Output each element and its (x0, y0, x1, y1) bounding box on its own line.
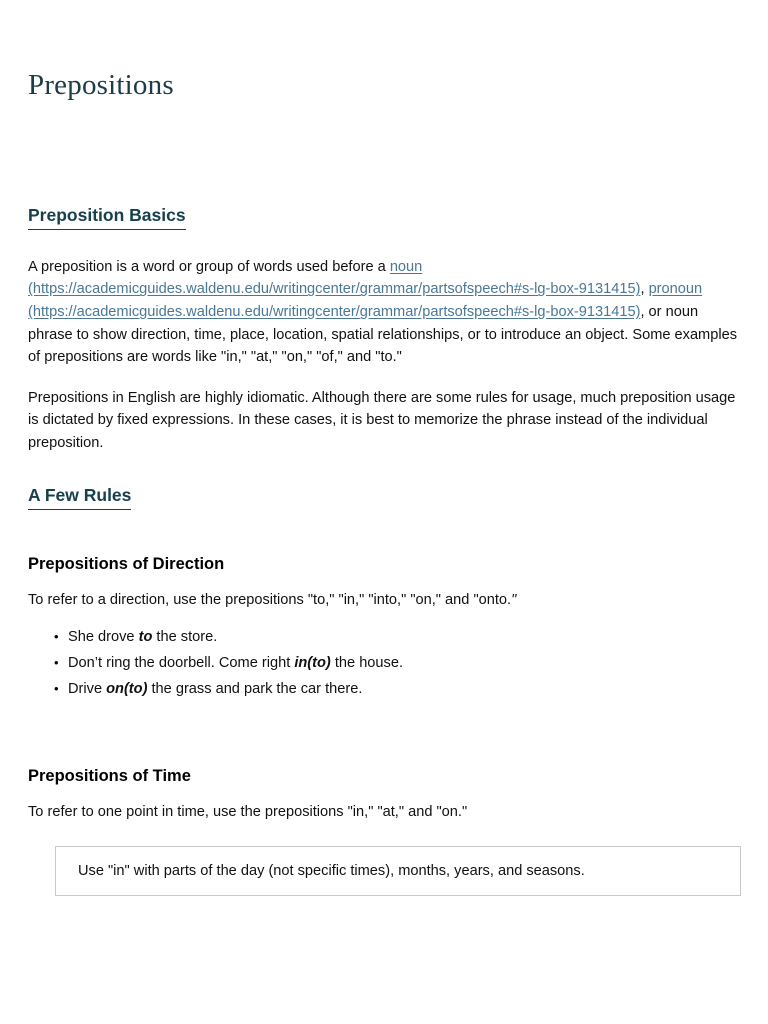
paragraph-time-intro: To refer to one point in time, use the prepositions "in," "at," and "on." (28, 804, 468, 821)
direction-intro-trailing-quote: " (511, 592, 517, 609)
example-text-before: She drove (68, 628, 139, 645)
spacer (28, 746, 740, 766)
list-item (68, 650, 740, 676)
spacer (28, 702, 740, 746)
title-spacer (28, 102, 740, 205)
subheading-prepositions-of-direction: Prepositions of Direction (28, 554, 225, 573)
paragraph-direction-intro (28, 589, 740, 612)
example-text-after: the grass and park the car there. (147, 680, 363, 697)
preposition-basics-heading-wrap (28, 205, 740, 230)
list-item (68, 624, 740, 650)
callout-text: Use "in" with parts of the day (not specific times), months, years, and seasons. (78, 862, 585, 879)
noun-link[interactable]: noun (https://academicguides.waldenu.edu/writingcenter/grammar/partsofspeech#s-lg-box-9131415) (28, 258, 641, 298)
direction-example-list (28, 624, 740, 702)
spacer (28, 510, 740, 554)
subheading-prepositions-of-time: Prepositions of Time (28, 766, 191, 785)
paragraph-idiomatic-usage: Prepositions in English are highly idiomatic. Although there are some rules for usage, much preposition usage is dictated by fixed expressions. In these cases, it is best to memorize the phrase instead of the individual preposition. (28, 389, 736, 452)
section-heading-a-few-rules: A Few Rules (28, 485, 131, 510)
example-emphasis: in(to) (294, 654, 331, 671)
spacer (28, 824, 740, 846)
callout-box-in-usage (55, 846, 741, 896)
spacer (28, 575, 740, 589)
example-text-after: the house. (330, 654, 404, 671)
example-text-before: Don’t ring the doorbell. Come right (68, 654, 295, 671)
example-emphasis: on(to) (106, 680, 148, 697)
list-item (68, 676, 740, 702)
spacer (28, 787, 740, 801)
paragraph-text-part-2: , (640, 281, 649, 298)
example-emphasis: to (138, 628, 153, 645)
spacer (28, 369, 740, 387)
direction-intro-text: To refer to a direction, use the prepositions "to," "in," "into," "on," and "onto. (28, 592, 512, 609)
section-heading-preposition-basics: Preposition Basics (28, 205, 186, 230)
spacer (28, 455, 740, 485)
paragraph-preposition-definition (28, 256, 740, 369)
paragraph-text-part-1: A preposition is a word or group of words used before a (28, 258, 390, 275)
page-title: Prepositions (28, 69, 174, 101)
example-text-before: Drive (68, 680, 107, 697)
pronoun-link[interactable]: pronoun (https://academicguides.waldenu.edu/writingcenter/grammar/partsofspeech#s-lg-box-9131415) (28, 281, 703, 321)
spacer (28, 230, 740, 256)
paragraph-text-part-3: , or noun phrase to show direction, time, place, location, spatial relationships, or to introduce an object. Some examples of prepositions are words like "in," "at," "on," "of," and "to." (28, 304, 737, 366)
a-few-rules-heading-wrap (28, 485, 740, 510)
example-text-after: the store. (152, 628, 218, 645)
spacer (28, 612, 740, 624)
